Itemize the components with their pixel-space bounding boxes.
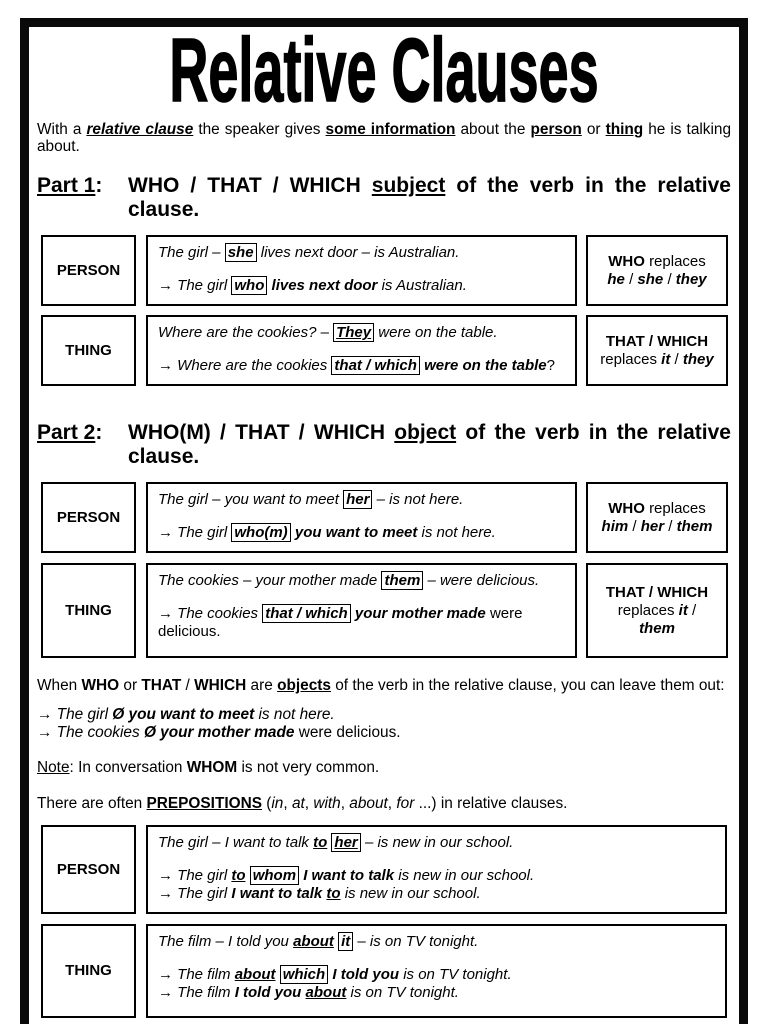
separator: / bbox=[185, 677, 190, 694]
preposition-text: to bbox=[231, 867, 246, 884]
preposition-example: about bbox=[349, 795, 388, 812]
heading-text: WHO(M) / THAT / WHICH bbox=[128, 421, 386, 444]
relative-clause-text: I want to talk bbox=[303, 867, 395, 884]
sentence-text: is new in our school. bbox=[398, 867, 535, 884]
separator: / bbox=[668, 517, 673, 535]
prep-text: , bbox=[387, 795, 393, 812]
rule-text: or bbox=[123, 677, 138, 694]
example-box bbox=[146, 315, 577, 386]
relative-clause-text: I want to talk bbox=[231, 885, 323, 902]
sentence-text: lives next door – is Australian. bbox=[260, 244, 460, 261]
omitted-clause-text: Ø your mother made bbox=[143, 724, 295, 741]
preposition-text: about bbox=[305, 984, 347, 1001]
rule-box bbox=[586, 235, 728, 306]
part1-heading bbox=[37, 174, 731, 222]
sentence-text: – were delicious. bbox=[427, 572, 540, 589]
prep-text: , bbox=[304, 795, 310, 812]
heading-keyword-subject: subject bbox=[371, 174, 446, 197]
pronoun-box: she bbox=[225, 243, 257, 262]
relative-pronoun-box: who bbox=[231, 276, 267, 295]
rule-verb: replaces bbox=[617, 601, 675, 619]
rewritten-sentence bbox=[158, 966, 721, 984]
preposition-example: with bbox=[313, 795, 341, 812]
rule-verb: replaces bbox=[649, 252, 706, 270]
category-label: THING bbox=[41, 315, 136, 386]
part2-heading bbox=[37, 421, 731, 469]
preposition-example: for bbox=[396, 795, 415, 812]
category-label: THING bbox=[41, 563, 136, 658]
sentence-text: – is on TV tonight. bbox=[357, 933, 479, 950]
intro-paragraph bbox=[37, 121, 731, 155]
sentence-text: The cookies – your mother made bbox=[158, 572, 378, 589]
relative-pronoun-box: that / which bbox=[262, 604, 351, 623]
part-colon: : bbox=[95, 421, 103, 444]
heading-text: WHO / THAT / WHICH bbox=[128, 174, 361, 197]
replaced-pronoun: her bbox=[640, 517, 665, 535]
example-sentence bbox=[158, 572, 571, 590]
omission-rule bbox=[37, 677, 737, 695]
sentence-text: is on TV tonight. bbox=[403, 966, 512, 983]
sentence-text: is not here. bbox=[258, 706, 335, 723]
rule-box bbox=[586, 315, 728, 386]
preposition-text: about bbox=[234, 966, 276, 983]
category-label: THING bbox=[41, 924, 136, 1018]
prep-text: There are often bbox=[37, 795, 143, 812]
sentence-text: Where are the cookies? – bbox=[158, 324, 329, 341]
rule-verb: replaces bbox=[649, 499, 706, 517]
relative-pronoun-box: that / which bbox=[331, 356, 420, 375]
sentence-text: → The girl bbox=[158, 277, 228, 294]
example-box bbox=[146, 482, 577, 553]
rule-pronoun: THAT / WHICH bbox=[605, 332, 709, 350]
example-box bbox=[146, 235, 577, 306]
rule-pronoun: WHO bbox=[608, 252, 645, 270]
intro-text: the speaker gives bbox=[198, 121, 321, 138]
replaced-pronoun: them bbox=[639, 619, 675, 637]
pronoun-box: them bbox=[381, 571, 423, 590]
rule-text: of the verb in the relative clause, you can leave them out: bbox=[335, 677, 725, 694]
preposition-text: to bbox=[326, 885, 341, 902]
note-label: Note bbox=[37, 759, 70, 776]
sentence-text: is new in our school. bbox=[344, 885, 481, 902]
replaced-pronoun: them bbox=[676, 517, 713, 535]
prep-text: ( bbox=[266, 795, 272, 812]
question-mark: ? bbox=[546, 357, 555, 374]
rewritten-sentence bbox=[158, 867, 721, 885]
part1-label bbox=[37, 174, 128, 222]
intro-term-some-information: some information bbox=[325, 121, 456, 138]
rule-text: When bbox=[37, 677, 78, 694]
pronoun-box: They bbox=[333, 323, 374, 342]
relative-pronoun-box: who(m) bbox=[231, 523, 290, 542]
sentence-text: → The girl bbox=[158, 867, 228, 884]
prepositions-paragraph bbox=[37, 795, 737, 813]
pronoun-box: it bbox=[338, 932, 353, 951]
separator: / bbox=[692, 601, 697, 619]
sentence-text: The girl – you want to meet bbox=[158, 491, 339, 508]
part1-description bbox=[128, 174, 731, 222]
sentence-text: is on TV tonight. bbox=[350, 984, 459, 1001]
preposition-example: in bbox=[271, 795, 284, 812]
rewritten-sentence bbox=[158, 885, 721, 903]
relative-pronoun-box: which bbox=[280, 965, 329, 984]
replaced-pronoun: it bbox=[678, 601, 688, 619]
keyword-who: WHO bbox=[81, 677, 120, 694]
prep-text: , bbox=[283, 795, 288, 812]
separator: / bbox=[632, 517, 637, 535]
intro-text: or bbox=[586, 121, 601, 138]
heading-keyword-object: object bbox=[394, 421, 457, 444]
prep-text: , bbox=[340, 795, 345, 812]
heading-text: of the verb in the relative clause. bbox=[128, 174, 731, 221]
sentence-text: → The cookies bbox=[158, 605, 259, 622]
note-text: : In conversation bbox=[69, 759, 183, 776]
rule-box bbox=[586, 563, 728, 658]
replaced-pronoun: he bbox=[607, 270, 625, 288]
sentence-text: were on the table. bbox=[378, 324, 498, 341]
replaced-pronoun: him bbox=[601, 517, 629, 535]
intro-term-person: person bbox=[530, 121, 582, 138]
relative-clause-text: I told you bbox=[234, 984, 302, 1001]
keyword-which: WHICH bbox=[194, 677, 247, 694]
intro-term-relative-clause: relative clause bbox=[86, 121, 194, 138]
preposition-example: at bbox=[291, 795, 305, 812]
sentence-text: were delicious. bbox=[298, 724, 401, 741]
rewritten-sentence bbox=[158, 524, 571, 542]
category-label: PERSON bbox=[41, 235, 136, 306]
relative-pronoun-box: whom bbox=[250, 866, 299, 885]
part2-description bbox=[128, 421, 731, 469]
omission-example bbox=[37, 724, 737, 742]
part-number: Part 2 bbox=[37, 421, 96, 444]
note-text: is not very common. bbox=[241, 759, 380, 776]
rewritten-sentence bbox=[158, 984, 721, 1002]
separator: / bbox=[667, 270, 672, 288]
sentence-text: → Where are the cookies bbox=[158, 357, 328, 374]
example-box bbox=[146, 825, 727, 914]
intro-text: he is talking about. bbox=[37, 121, 732, 155]
rule-box bbox=[586, 482, 728, 553]
keyword-objects: objects bbox=[277, 677, 331, 694]
preposition-text: to bbox=[313, 834, 328, 851]
category-label: PERSON bbox=[41, 825, 136, 914]
rule-pronoun: WHO bbox=[608, 499, 645, 517]
omitted-clause-text: Ø you want to meet bbox=[112, 706, 255, 723]
relative-clause-text: were on the table bbox=[424, 357, 547, 374]
rewritten-sentence bbox=[158, 277, 571, 295]
omission-examples bbox=[37, 706, 737, 742]
page-title: Relative Clauses bbox=[169, 21, 599, 121]
heading-text: of the verb in the relative clause. bbox=[128, 421, 731, 468]
relative-clause-text: lives next door bbox=[271, 277, 378, 294]
example-sentence bbox=[158, 324, 571, 342]
example-box bbox=[146, 563, 577, 658]
sentence-text: – is new in our school. bbox=[364, 834, 514, 851]
sentence-text: → The cookies bbox=[37, 724, 140, 741]
separator: / bbox=[674, 350, 679, 368]
part-colon: : bbox=[95, 174, 103, 197]
rule-text bbox=[600, 333, 713, 369]
sentence-text: → The girl bbox=[37, 706, 108, 723]
pronoun-box: her bbox=[343, 490, 372, 509]
replaced-pronoun: it bbox=[661, 350, 671, 368]
sentence-text: The girl – bbox=[158, 244, 221, 261]
prep-text: ...) in relative clauses. bbox=[418, 795, 568, 812]
intro-text: With a bbox=[37, 121, 82, 138]
sentence-text: – is not here. bbox=[376, 491, 464, 508]
replaced-pronoun: they bbox=[675, 270, 707, 288]
example-sentence bbox=[158, 933, 721, 951]
rule-verb: replaces bbox=[600, 350, 657, 368]
omission-example bbox=[37, 706, 737, 724]
relative-clause-text: you want to meet bbox=[294, 524, 418, 541]
replaced-pronoun: she bbox=[637, 270, 664, 288]
rule-text bbox=[602, 500, 713, 536]
keyword-that: THAT bbox=[141, 677, 182, 694]
sentence-text: is not here. bbox=[421, 524, 496, 541]
intro-term-thing: thing bbox=[605, 121, 644, 138]
rule-text bbox=[606, 584, 708, 638]
part-number: Part 1 bbox=[37, 174, 96, 197]
rule-text: are bbox=[250, 677, 273, 694]
sentence-text: is Australian. bbox=[381, 277, 467, 294]
sentence-text: were delicious. bbox=[158, 605, 523, 640]
rule-pronoun: THAT / WHICH bbox=[605, 583, 709, 601]
sentence-text: The girl – I want to talk bbox=[158, 834, 309, 851]
rewritten-sentence bbox=[158, 605, 571, 641]
sentence-text: → The girl bbox=[158, 524, 228, 541]
note-paragraph bbox=[37, 759, 737, 777]
category-label: PERSON bbox=[41, 482, 136, 553]
intro-text: about the bbox=[460, 121, 526, 138]
replaced-pronoun: they bbox=[682, 350, 714, 368]
sentence-text: → The film bbox=[158, 984, 231, 1001]
keyword-prepositions: PREPOSITIONS bbox=[146, 795, 262, 812]
example-box bbox=[146, 924, 727, 1018]
sentence-text: → The girl bbox=[158, 885, 228, 902]
relative-clause-text: I told you bbox=[332, 966, 400, 983]
example-sentence bbox=[158, 244, 571, 262]
pronoun-box: her bbox=[331, 833, 360, 852]
example-sentence bbox=[158, 491, 571, 509]
rewritten-sentence bbox=[158, 357, 571, 375]
sentence-text: → The film bbox=[158, 966, 231, 983]
separator: / bbox=[629, 270, 634, 288]
part2-label bbox=[37, 421, 128, 469]
keyword-whom: WHOM bbox=[186, 759, 238, 776]
preposition-text: about bbox=[293, 933, 334, 950]
rule-text bbox=[607, 253, 706, 289]
sentence-text: The film – I told you bbox=[158, 933, 289, 950]
relative-clause-text: your mother made bbox=[354, 605, 486, 622]
example-sentence bbox=[158, 834, 721, 852]
